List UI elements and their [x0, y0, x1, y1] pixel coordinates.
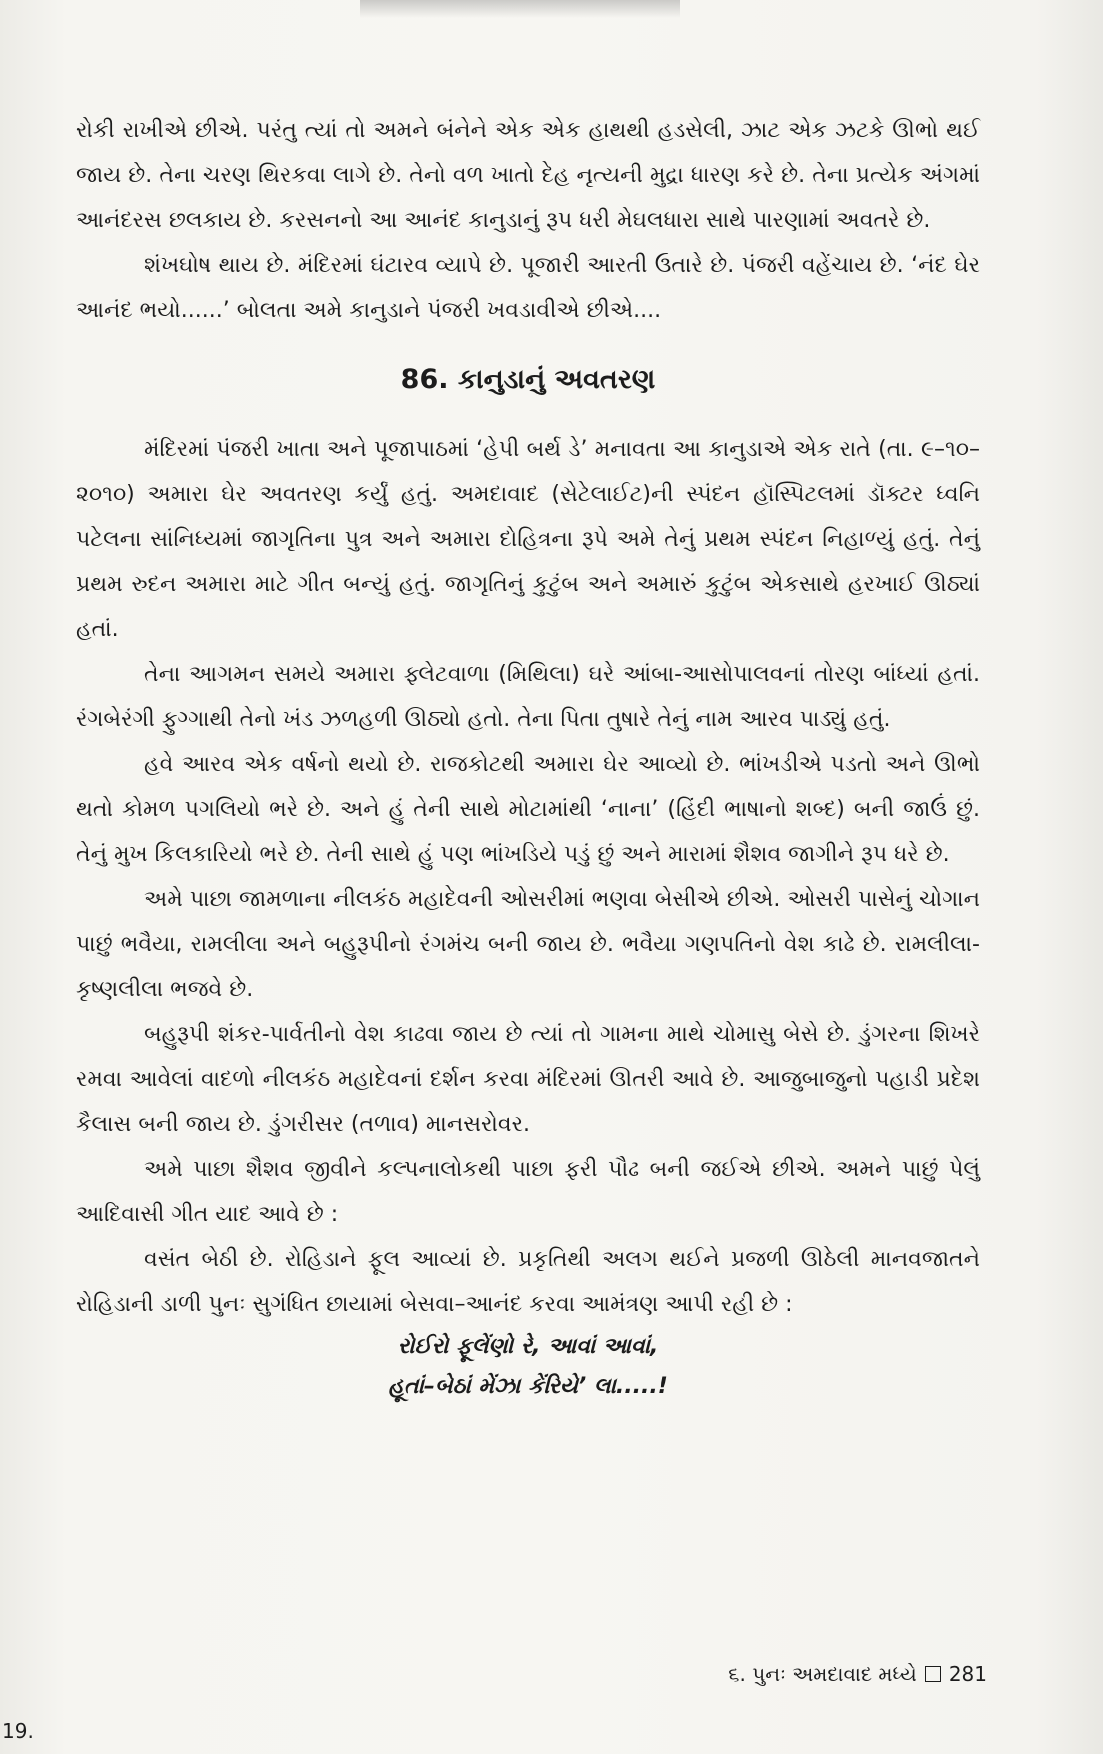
- paragraph: મંદિરમાં પંજરી ખાતા અને પૂજાપાઠમાં ‘હેપી બર્થ ડે’ મનાવતા આ કાનુડાએ એક રાતે (તા. ૯–૧૦–૨૦૧૦) અમારા ઘેર અવતરણ કર્યું હતું. અમદાવાદ (સેટેલાઈટ)ની સ્પંદન હૉસ્પિટલમાં ડૉક્ટર ધ્વનિ પટેલના સાંનિધ્યમાં જાગૃતિના પુત્ર અને અમારા દોહિત્રના રૂપે અમે તેનું પ્રથમ સ્પંદન નિહાળ્યું હતું. તેનું પ્રથમ રુદન અમારા માટે ગીત બન્યું હતું. જાગૃતિનું કુટુંબ અને અમારું કુટુંબ એકસાથે હરખાઈ ઊઠ્યાં હતાં.: [76, 437, 980, 642]
- paragraph: શંખઘોષ થાય છે. મંદિરમાં ઘંટારવ વ્યાપે છે. પૂજારી આરતી ઉતારે છે. પંજરી વહેંચાય છે. ‘નંદ ઘેર આનંદ ભયો......’ બોલતા અમે કાનુડાને પંજરી ખવડાવીએ છીએ....: [76, 253, 980, 323]
- paragraph: વસંત બેઠી છે. રોહિડાને ફૂલ આવ્યાં છે. પ્રકૃતિથી અલગ થઈને પ્રજળી ઊઠેલી માનવજાતને રોહિડાની ડાળી પુનઃ સુગંધિત છાયામાં બેસવા–આનંદ કરવા આમંત્રણ આપી રહી છે :: [76, 1247, 980, 1317]
- paragraph: અમે પાછા જામળાના નીલકંઠ મહાદેવની ઓસરીમાં ભણવા બેસીએ છીએ. ઓસરી પાસેનું ચોગાન પાછું ભવૈયા, રામલીલા અને બહુરૂપીનો રંગમંચ બની જાય છે. ભવૈયા ગણપતિનો વેશ કાઢે છે. રામલીલા-કૃષ્ણલીલા ભજવે છે.: [76, 887, 980, 1002]
- paragraph: રોકી રાખીએ છીએ. પરંતુ ત્યાં તો અમને બંનેને એક એક હાથથી હડસેલી, ઝાટ એક ઝટકે ઊભો થઈ જાય છે. તેના ચરણ થિરકવા લાગે છે. તેનો વળ ખાતો દેહ નૃત્યની મુદ્રા ધારણ કરે છે. તેના પ્રત્યેક અંગમાં આનંદરસ છલકાય છે. કરસનનો આ આનંદ કાનુડાનું રૂપ ધરી મેઘલધારા સાથે પારણામાં અવતરે છે.: [76, 118, 980, 233]
- page-footer: [728, 1660, 987, 1688]
- paragraph: બહુરૂપી શંકર-પાર્વતીનો વેશ કાઢવા જાય છે ત્યાં તો ગામના માથે ચોમાસુ બેસે છે. ડુંગરના શિખરે રમવા આવેલાં વાદળો નીલકંઠ મહાદેવનાં દર્શન કરવા મંદિરમાં ઊતરી આવે છે. આજુબાજુનો પહાડી પ્રદેશ કૈલાસ બની જાય છે. ડુંગરીસર (તળાવ) માનસરોવર.: [76, 1022, 980, 1137]
- verse-line: હૂતાં–બેઠાં મેંઝા કેંરિયે’ લા.....!: [388, 1374, 668, 1399]
- paragraph: હવે આરવ એક વર્ષનો થયો છે. રાજકોટથી અમારા ઘેર આવ્યો છે. ભાંખડીએ પડતો અને ઊભો થતો કોમળ પગલિયો ભરે છે. અને હું તેની સાથે મોટામાંથી ‘નાના’ (હિંદી ભાષાનો શબ્દ) બની જાઉં છું. તેનું મુખ કિલકારિયો ભરે છે. તેની સાથે હું પણ ભાંખડિયે પડું છું અને મારામાં શૈશવ જાગીને રૂપ ધરે છે.: [76, 752, 980, 867]
- square-icon: [925, 1666, 941, 1682]
- verse-line: રોઈરો ફૂલેંણો રે, આવાં આવાં,: [397, 1334, 659, 1359]
- margin-mark: 19.: [2, 1719, 34, 1743]
- running-title: ૬. પુનઃ અમદાવાદ મધ્યે: [728, 1662, 917, 1686]
- section-title: 86. કાનુડાનું અવતરણ: [400, 364, 656, 395]
- page-body: [76, 108, 980, 1407]
- paragraph: અમે પાછા શૈશવ જીવીને કલ્પનાલોકથી પાછા ફરી પૌઢ બની જઈએ છીએ. અમને પાછું પેલું આદિવાસી ગીત યાદ આવે છે :: [76, 1157, 980, 1227]
- page-number: 281: [948, 1662, 987, 1686]
- paragraph: તેના આગમન સમયે અમારા ફ્લેટવાળા (મિથિલા) ઘરે આંબા-આસોપાલવનાં તોરણ બાંધ્યાં હતાં. રંગબેરંગી ફુગ્ગાથી તેનો ખંડ ઝળહળી ઊઠ્યો હતો. તેના પિતા તુષારે તેનું નામ આરવ પાડ્યું હતું.: [76, 662, 980, 732]
- scan-shadow: [360, 0, 680, 18]
